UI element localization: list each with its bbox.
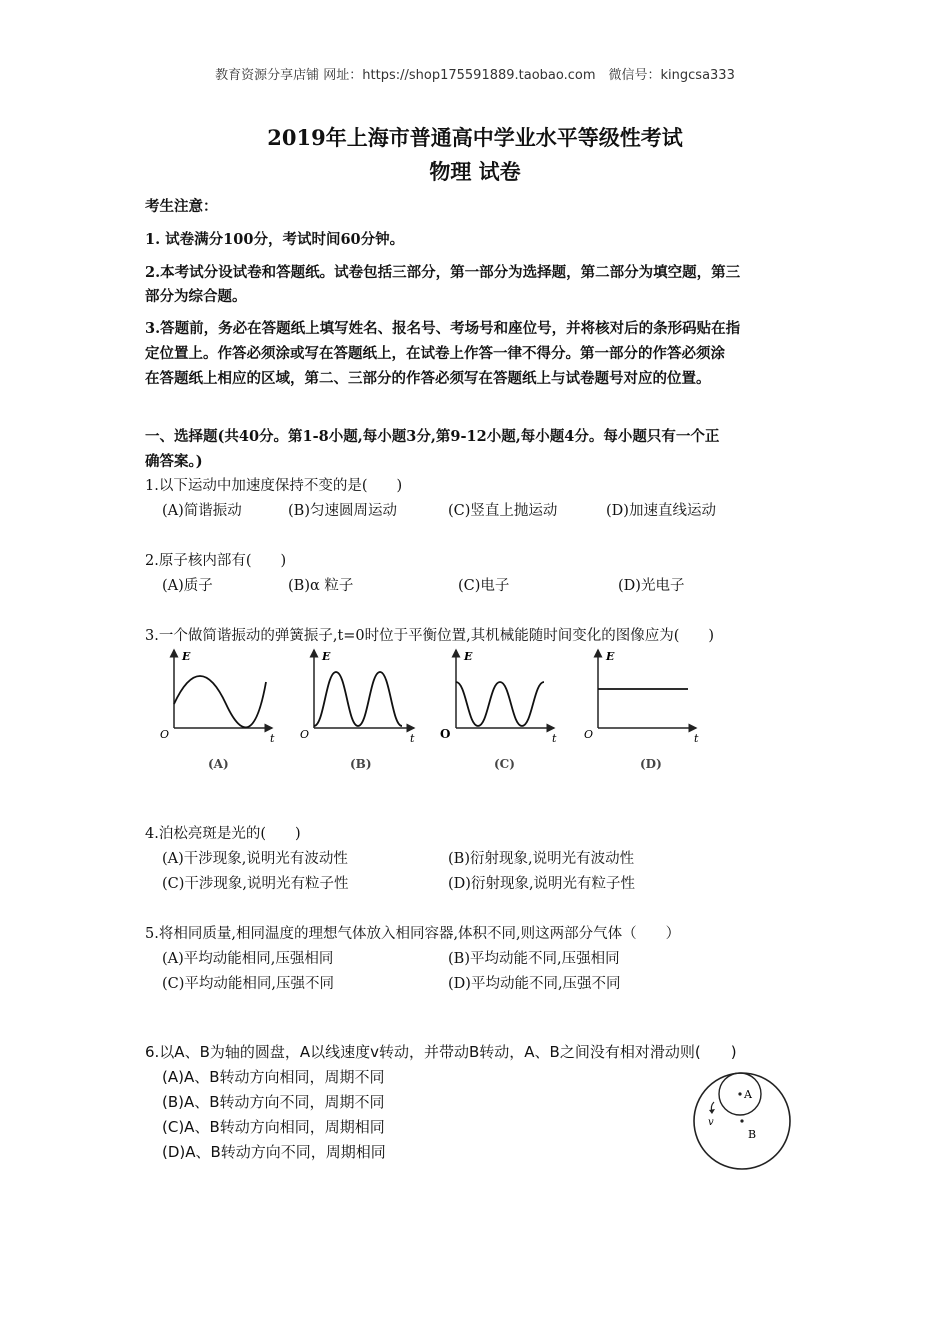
page-header: 教育资源分享店铺 网址：https://shop175591889.taobao.com 微信号：kingcsa333 bbox=[215, 68, 735, 83]
q3-graph-d bbox=[584, 650, 699, 771]
q1-option-a: (A)简谐振动 bbox=[162, 503, 242, 519]
notice-item-3-line-1: 3.答题前，务必在答题纸上填写姓名、报名号、考场号和座位号，并将核对后的条形码贴在指 bbox=[145, 320, 741, 337]
q3-graphs bbox=[150, 642, 730, 782]
q5-option-c: (C)平均动能相同,压强不同 bbox=[162, 976, 335, 992]
notice-item-3-line-3: 在答题纸上相应的区域，第二、三部分的作答必须写在答题纸上与试卷题号对应的位置。 bbox=[145, 370, 711, 387]
q6-option-a: (A)A、B转动方向相同，周期不同 bbox=[162, 1068, 385, 1086]
q3-b-caption: (B) bbox=[350, 757, 372, 771]
q3-b-e-label: E bbox=[322, 650, 331, 663]
section-1-heading-line-2: 确答案。) bbox=[145, 453, 203, 470]
q6-axis-a-dot bbox=[738, 1092, 741, 1095]
q6-option-b: (B)A、B转动方向不同，周期不同 bbox=[162, 1093, 385, 1111]
q6-axis-b-dot bbox=[740, 1119, 743, 1122]
q2-option-b: (B)α 粒子 bbox=[288, 578, 354, 594]
q3-a-origin: O bbox=[160, 728, 170, 741]
q3-graph-a bbox=[160, 650, 275, 771]
q3-c-caption: (C) bbox=[494, 757, 515, 771]
q2-option-a: (A)质子 bbox=[162, 578, 213, 594]
q4-option-a: (A)干涉现象,说明光有波动性 bbox=[162, 851, 348, 867]
q6-label-b: B bbox=[748, 1128, 757, 1141]
q3-d-e-label: E bbox=[606, 650, 615, 663]
notice-item-2-line-2: 部分为综合题。 bbox=[145, 288, 247, 305]
q4-option-c: (C)干涉现象,说明光有粒子性 bbox=[162, 876, 349, 892]
q6-label-a: A bbox=[744, 1088, 752, 1101]
q3-c-e-label: E bbox=[464, 650, 473, 663]
q1-stem: 1.以下运动中加速度保持不变的是( ) bbox=[145, 478, 403, 494]
q6-label-v: v bbox=[708, 1117, 714, 1128]
q3-c-origin: O bbox=[440, 727, 451, 741]
q3-b-curve bbox=[314, 672, 402, 726]
q4-option-b: (B)衍射现象,说明光有波动性 bbox=[448, 851, 635, 867]
q1-option-c: (C)竖直上抛运动 bbox=[448, 503, 558, 519]
q3-c-curve bbox=[456, 682, 544, 726]
q6-velocity-arrowhead bbox=[709, 1109, 715, 1114]
q5-option-b: (B)平均动能不同,压强相同 bbox=[448, 951, 620, 967]
q3-d-origin: O bbox=[584, 728, 594, 741]
q5-option-a: (A)平均动能相同,压强相同 bbox=[162, 951, 334, 967]
q3-graph-b bbox=[300, 650, 415, 771]
section-1-heading-line-1: 一、选择题(共40分。第1-8小题,每小题3分,第9-12小题,每小题4分。每小题只有一个正 bbox=[145, 428, 720, 445]
q6-stem: 6.以A、B为轴的圆盘，A以线速度v转动，并带动B转动，A、B之间没有相对滑动则( ) bbox=[145, 1043, 737, 1061]
notice-item-1: 1. 试卷满分100分，考试时间60分钟。 bbox=[145, 231, 405, 248]
notice-item-2-line-1: 2.本考试分设试卷和答题纸。试卷包括三部分，第一部分为选择题，第二部分为填空题，第三 bbox=[145, 264, 741, 281]
q5-stem: 5.将相同质量,相同温度的理想气体放入相同容器,体积不同,则这两部分气体（ ） bbox=[145, 926, 681, 942]
exam-title: 2019年上海市普通高中学业水平等级性考试 bbox=[267, 125, 683, 150]
q3-a-curve bbox=[174, 676, 266, 727]
q6-disk-figure bbox=[688, 1070, 798, 1174]
q3-d-t-label: t bbox=[694, 732, 699, 745]
notice-item-3-line-2: 定位置上。作答必须涂或写在答题纸上，在试卷上作答一律不得分。第一部分的作答必须涂 bbox=[145, 345, 725, 362]
q3-b-origin: O bbox=[300, 728, 310, 741]
q3-a-e-label: E bbox=[182, 650, 191, 663]
notice-heading: 考生注意： bbox=[145, 198, 218, 215]
q3-a-caption: (A) bbox=[208, 757, 229, 771]
q5-option-d: (D)平均动能不同,压强不同 bbox=[448, 976, 621, 992]
q2-stem: 2.原子核内部有( ) bbox=[145, 553, 287, 569]
q3-a-t-label: t bbox=[270, 732, 275, 745]
q3-stem: 3.一个做简谐振动的弹簧振子,t=0时位于平衡位置,其机械能随时间变化的图像应为( ) bbox=[145, 628, 715, 644]
q3-c-t-label: t bbox=[552, 732, 557, 745]
q4-option-d: (D)衍射现象,说明光有粒子性 bbox=[448, 876, 636, 892]
q6-option-d: (D)A、B转动方向不同，周期相同 bbox=[162, 1143, 386, 1161]
q3-b-t-label: t bbox=[410, 732, 415, 745]
q3-graph-c bbox=[440, 650, 557, 771]
q3-d-caption: (D) bbox=[640, 757, 662, 771]
exam-subtitle: 物理 试卷 bbox=[429, 159, 521, 184]
q1-option-b: (B)匀速圆周运动 bbox=[288, 503, 397, 519]
q2-option-c: (C)电子 bbox=[458, 578, 510, 594]
q4-stem: 4.泊松亮斑是光的( ) bbox=[145, 826, 301, 842]
q6-option-c: (C)A、B转动方向相同，周期相同 bbox=[162, 1118, 385, 1136]
q1-option-d: (D)加速直线运动 bbox=[606, 503, 716, 519]
q2-option-d: (D)光电子 bbox=[618, 578, 685, 594]
